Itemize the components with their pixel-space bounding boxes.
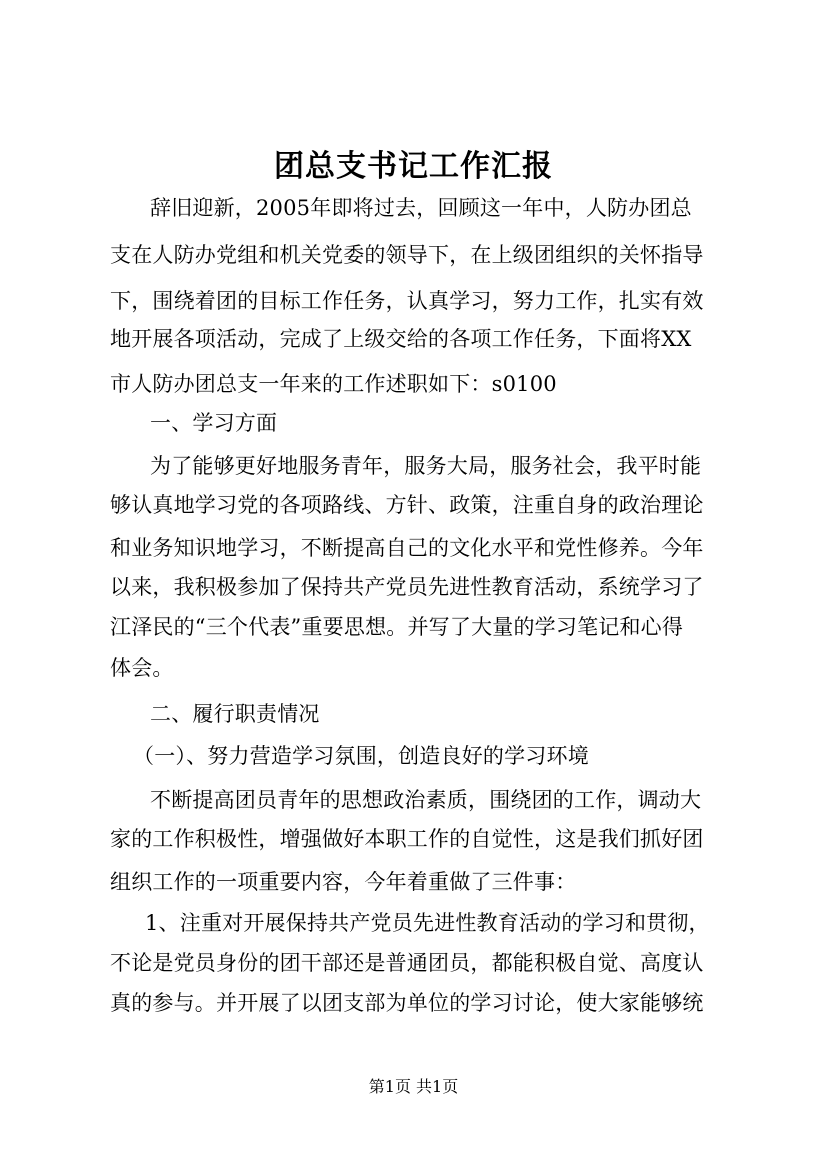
paragraph-line: 以来，我积极参加了保持共产党员先进性教育活动，系统学习了 [110, 575, 704, 599]
paragraph-line: 家的工作积极性，增强做好本职工作的自觉性，这是我们抓好团 [110, 827, 704, 851]
paragraph-line: 够认真地学习党的各项路线、方针、政策，注重自身的政治理论 [110, 493, 704, 517]
subsection-heading: （一）、努力营造学习氛围，创造良好的学习环境 [133, 744, 589, 768]
paragraph-line: 为了能够更好地服务青年，服务大局，服务社会，我平时能 [150, 454, 702, 478]
document-title: 团总支书记工作汇报 [274, 149, 553, 184]
paragraph-line: 不断提高团员青年的思想政治素质，围绕团的工作，调动大 [150, 788, 702, 812]
paragraph-line: 组织工作的一项重要内容，今年着重做了三件事： [110, 870, 577, 894]
paragraph-line: 辞旧迎新，2005年即将过去，回顾这一年中，人防办团总 [150, 196, 692, 220]
paragraph-line: 下，围绕着团的目标工作任务，认真学习，努力工作，扎实有效 [110, 289, 704, 313]
paragraph-line: 体会。 [110, 656, 174, 680]
paragraph-line: 市人防办团总支一年来的工作述职如下：s0100 [110, 372, 557, 396]
paragraph-line: 不论是党员身份的团干部还是普通团员，都能积极自觉、高度认 [110, 951, 704, 975]
paragraph-line: 真的参与。并开展了以团支部为单位的学习讨论，使大家能够统 [110, 991, 704, 1015]
paragraph-line: 地开展各项活动，完成了上级交给的各项工作任务，下面将XX [110, 327, 692, 351]
paragraph-line: 江泽民的“三个代表”重要思想。并写了大量的学习笔记和心得 [110, 615, 684, 639]
paragraph-line: 和业务知识地学习，不断提高自己的文化水平和党性修养。今年 [110, 536, 704, 560]
paragraph-line: 支在人防办党组和机关党委的领导下，在上级团组织的关怀指导 [110, 243, 704, 267]
page-number-footer: 第1页 共1页 [368, 1077, 459, 1096]
section-heading: 一、学习方面 [150, 411, 278, 435]
paragraph-line: 1、注重对开展保持共产党员先进性教育活动的学习和贯彻， [145, 911, 710, 935]
section-heading: 二、履行职责情况 [150, 702, 320, 726]
